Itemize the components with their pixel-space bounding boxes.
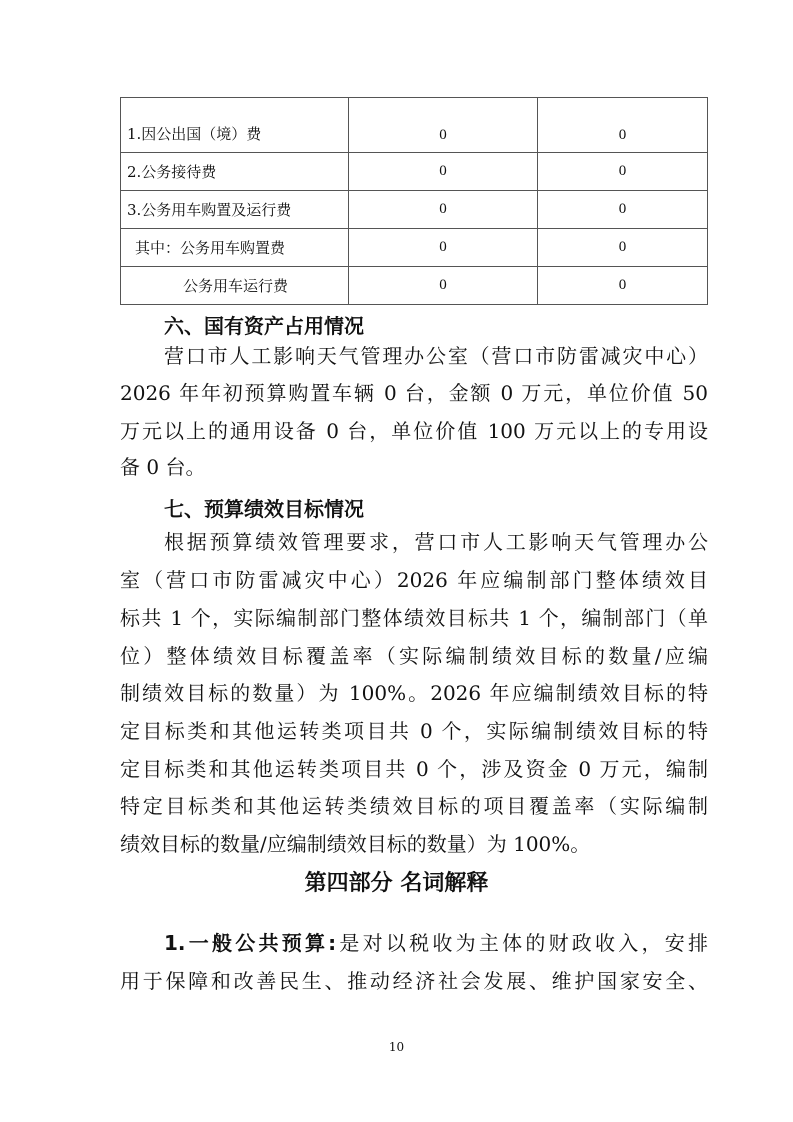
table-row — [121, 191, 708, 229]
row-label: 1.因公出国（境）费 — [121, 98, 349, 153]
paragraph-line — [164, 931, 708, 955]
paragraph-line: 定目标类和其他运转类项目共 0 个，涉及资金 0 万元，编制 — [120, 757, 708, 781]
cell-value: 0 — [538, 153, 708, 191]
page-number: 10 — [388, 1040, 405, 1054]
cell-value: 0 — [538, 267, 708, 305]
paragraph-line: 绩效目标的数量/应编制绩效目标的数量）为 100%。 — [120, 832, 591, 856]
cell-value: 0 — [538, 98, 708, 153]
table-row — [121, 267, 708, 305]
paragraph-line: 2026 年年初预算购置车辆 0 台，金额 0 万元，单位价值 50 — [120, 381, 708, 405]
table-row — [121, 229, 708, 267]
row-label: 3.公务用车购置及运行费 — [121, 191, 349, 229]
section7-heading: 七、预算绩效目标情况 — [164, 497, 364, 521]
term-definition: 是对以税收为主体的财政收入，安排 — [336, 931, 709, 955]
paragraph-line: 根据预算绩效管理要求，营口市人工影响天气管理办公 — [164, 530, 708, 554]
cell-value: 0 — [349, 229, 538, 267]
paragraph-line: 万元以上的通用设备 0 台，单位价值 100 万元以上的专用设 — [120, 419, 708, 443]
row-label: 公务用车运行费 — [121, 267, 349, 305]
cell-value: 0 — [349, 267, 538, 305]
paragraph-line: 用于保障和改善民生、推动经济社会发展、维护国家安全、 — [120, 969, 708, 993]
paragraph-line: 制绩效目标的数量）为 100%。2026 年应编制绩效目标的特 — [120, 681, 708, 705]
table-row — [121, 153, 708, 191]
cell-value: 0 — [538, 229, 708, 267]
paragraph-line: 备 0 台。 — [120, 455, 206, 479]
section6-heading: 六、国有资产占用情况 — [164, 314, 364, 338]
paragraph-line: 室（营口市防雷减灾中心）2026 年应编制部门整体绩效目 — [120, 568, 708, 592]
paragraph-line: 位）整体绩效目标覆盖率（实际编制绩效目标的数量/应编 — [120, 644, 708, 668]
expense-table — [120, 97, 708, 305]
term-label: 1.一般公共预算: — [164, 931, 337, 955]
cell-value: 0 — [349, 191, 538, 229]
paragraph-line: 营口市人工影响天气管理办公室（营口市防雷减灾中心） — [164, 344, 708, 368]
table-row — [121, 98, 708, 153]
row-label: 其中：公务用车购置费 — [121, 229, 349, 267]
paragraph-line: 特定目标类和其他运转类绩效目标的项目覆盖率（实际编制 — [120, 794, 708, 818]
cell-value: 0 — [538, 191, 708, 229]
paragraph-line: 标共 1 个，实际编制部门整体绩效目标共 1 个，编制部门（单 — [120, 606, 708, 630]
cell-value: 0 — [349, 98, 538, 153]
part4-heading: 第四部分 名词解释 — [304, 870, 489, 896]
row-label: 2.公务接待费 — [121, 153, 349, 191]
cell-value: 0 — [349, 153, 538, 191]
paragraph-line: 定目标类和其他运转类项目共 0 个，实际编制绩效目标的特 — [120, 719, 708, 743]
